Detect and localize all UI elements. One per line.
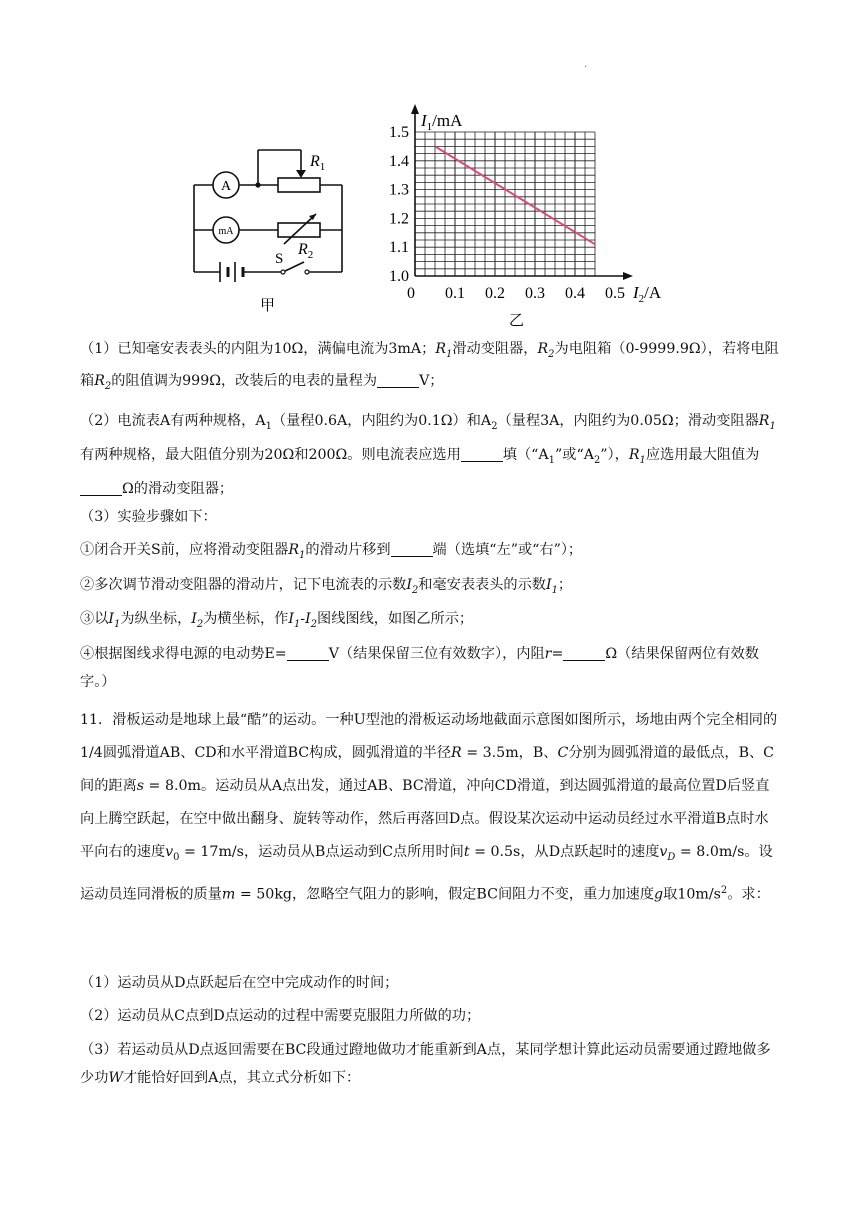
step-4: ④根据图线求得电源的电动势E= V（结果保留三位有效数字），内阻r= Ω（结果保留两位有效数字。）: [80, 646, 759, 690]
y-tick-label: 1.3: [389, 181, 409, 199]
r1-sub: 1: [319, 161, 326, 173]
x-tick-label: 0.2: [485, 285, 505, 302]
x-tick-label: 0.1: [445, 285, 465, 302]
switch-label: S: [275, 251, 284, 267]
figure-caption-yi: 乙: [509, 311, 525, 329]
x-label-sub: 2: [638, 293, 645, 305]
question-11-stem: 11．滑板运动是地球上最“酷”的运动。一种U型池的滑板运动场地截面示意图如图所示，场地由两个完全相同的1/4圆弧滑道AB、CD和水平滑道BC构成，圆弧滑道的半径R = 3.5m，B、C分别为圆弧滑道的最低点，B、C间的距离s = 8.0m。运动员从A点出发，通过AB、BC滑道，冲向CD滑道，到达圆弧滑道的最高位置D后竖直向上腾空跃起，在空中做出翻身、旋转等动作，然后再落回D点。假设某次运动中运动员经过水平滑道B点时水平向右的速度$v_0 = 17m/s$，运动员从B点运动到C点所用时间t = 0.5s，从D点跃起时的速度$v_D = 8.0m/s$。设运动员连同滑板的质量m = 50kg，忽略空气阻力的影响，假定BC间阻力不变，重力加速度g取$10m/s^2$。求：: [80, 712, 778, 903]
y-tick-label: 1.4: [389, 152, 409, 170]
y-tick-label: 1.5: [389, 124, 409, 141]
r2-sub: 2: [307, 249, 314, 261]
page-dot: ·: [584, 62, 588, 73]
circuit-diagram: [180, 140, 360, 320]
x-tick-label: 0.4: [565, 285, 585, 302]
step-1: ①闭合开关S前，应将滑动变阻器$R_1$的滑动片移到 端（选填“左”或“右”）；: [80, 542, 583, 561]
y-tick-label: 1.2: [389, 210, 409, 228]
r1-label: R: [310, 153, 320, 170]
ammeter-label: A: [220, 179, 232, 194]
step-3: ③以$I_1$为纵坐标，$I_2$为横坐标，作$I_1-I_2$图线图线，如图乙所示；: [80, 611, 474, 630]
y-tick-label: 1.0: [389, 268, 409, 285]
y-label-sub: 1: [426, 121, 433, 133]
svg-text:R2: [297, 241, 313, 261]
x-label-unit: /A: [644, 283, 662, 302]
x-tick-label: 0.3: [525, 285, 545, 302]
figure-caption-jia: 甲: [260, 296, 276, 314]
y-label-var: I: [421, 111, 427, 130]
question-10-1: （1）已知毫安表表头的内阻为10Ω，满偏电流为3mA；$R_1$滑动变阻器，$R_2$为电阻箱（0-9999.9Ω），若将电阻箱$R_2$的阻值调为999Ω，改装后的电表的量程为 V；: [80, 341, 779, 392]
question-10-2: （2）电流表A有两种规格，$A_1$（量程0.6A，内阻约为0.1Ω）和$A_2$（量程3A，内阻约为0.05Ω；滑动变阻器$R_1$有两种规格，最大阻值分别为20Ω和200Ω。则电流表应选用 填（“$A_1$”或“$A_2$”），$R_1$应选用最大阻值为Ω的滑动变阻器；: [80, 413, 776, 497]
x-tick-label: 0: [407, 285, 415, 302]
y-tick-label: 1.1: [389, 239, 409, 257]
x-tick-label: 0.5: [605, 285, 625, 302]
step-2: ②多次调节滑动变阻器的滑动片，记下电流表的示数$I_2$和毫安表表头的示数$I_1$；: [80, 577, 573, 596]
i1-i2-chart: [385, 100, 685, 330]
question-10-3: （3）实验步骤如下：: [80, 509, 217, 525]
y-axis-arrow: [411, 104, 419, 114]
x-axis-label: [632, 283, 662, 305]
x-label-var: I: [633, 283, 639, 302]
x-axis-arrow: [623, 272, 633, 280]
question-11-3: （3）若运动员从D点返回需要在BC段通过蹬地做功才能重新到A点，某同学想计算此运动员需要通过蹬地做多少功W才能恰好回到A点，其立式分析如下：: [80, 1042, 771, 1086]
svg-text:R1: [309, 153, 325, 173]
r2-label: R: [298, 241, 308, 258]
chart-axes: [411, 104, 633, 280]
question-11-2: （2）运动员从C点到D点运动的过程中需要克服阻力所做的功；: [80, 1008, 481, 1024]
y-label-unit: /mA: [432, 111, 463, 130]
milliammeter-label: mA: [218, 226, 234, 237]
chart-grid: [415, 132, 595, 276]
question-11-1: （1）运动员从D点跃起后在空中完成动作的时间；: [80, 975, 399, 991]
y-axis-label: [420, 111, 463, 133]
